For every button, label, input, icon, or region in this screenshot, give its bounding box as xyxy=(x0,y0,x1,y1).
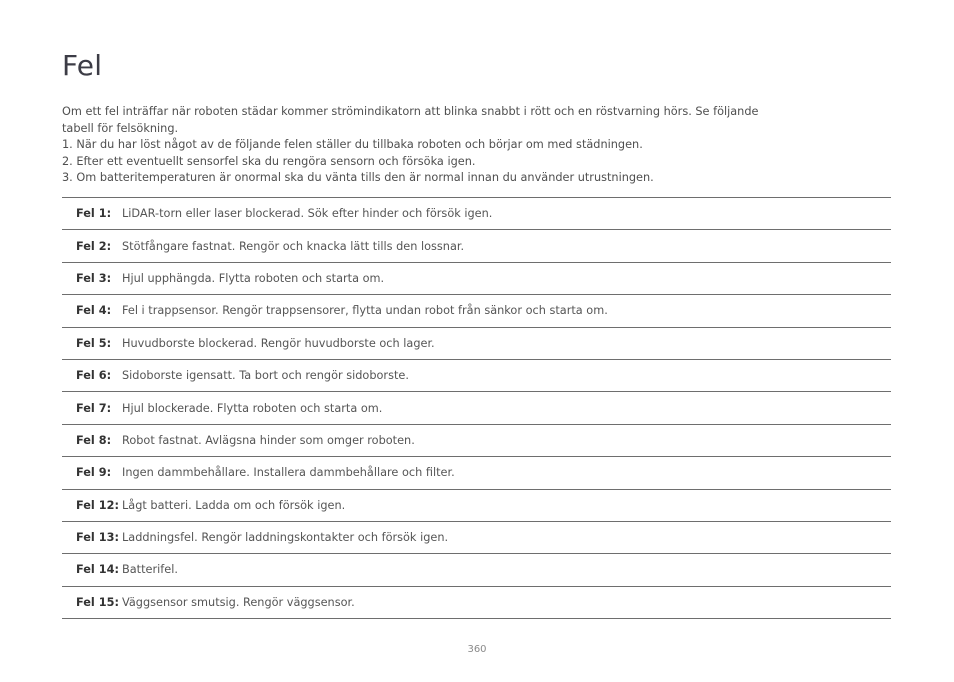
error-code: Fel 1: xyxy=(76,207,112,221)
error-code: Fel 3: xyxy=(76,271,112,285)
error-code: Fel 6: xyxy=(76,369,112,383)
error-description: Ingen dammbehållare. Installera dammbehållare och filter. xyxy=(122,466,455,480)
error-description: Robot fastnat. Avlägsna hinder som omger roboten. xyxy=(122,433,415,447)
table-row xyxy=(62,490,891,522)
table-row xyxy=(62,522,891,554)
table-row xyxy=(62,392,891,424)
error-code: Fel 2: xyxy=(76,239,112,253)
page-number: 360 xyxy=(467,644,487,655)
error-description: Lågt batteri. Ladda om och försök igen. xyxy=(122,498,346,512)
table-row xyxy=(62,230,891,262)
error-description: Batterifel. xyxy=(122,563,178,577)
error-code: Fel 15: xyxy=(76,595,119,609)
table-row xyxy=(62,198,891,230)
error-code: Fel 9: xyxy=(76,466,112,480)
intro-step-2: 2. Efter ett eventuellt sensorfel ska du rengöra sensorn och försöka igen. xyxy=(62,154,476,168)
table-row xyxy=(62,295,891,327)
error-description: Fel i trappsensor. Rengör trappsensorer, flytta undan robot från sänkor och starta om. xyxy=(122,304,608,318)
error-code: Fel 14: xyxy=(76,563,119,577)
error-description: Sidoborste igensatt. Ta bort och rengör sidoborste. xyxy=(122,369,409,383)
table-row xyxy=(62,425,891,457)
error-description: Hjul upphängda. Flytta roboten och starta om. xyxy=(122,271,385,285)
error-code: Fel 7: xyxy=(76,401,112,415)
error-code: Fel 13: xyxy=(76,531,119,545)
error-code: Fel 8: xyxy=(76,433,112,447)
table-row xyxy=(62,360,891,392)
table-row xyxy=(62,263,891,295)
error-description: Huvudborste blockerad. Rengör huvudborste och lager. xyxy=(122,336,435,350)
error-code: Fel 5: xyxy=(76,336,112,350)
error-table xyxy=(62,197,891,619)
page-title: Fel xyxy=(62,49,103,82)
intro-step-3: 3. Om batteritemperaturen är onormal ska du vänta tills den är normal innan du använder utrustningen. xyxy=(62,171,654,184)
intro-step-1: 1. När du har löst något av de följande felen ställer du tillbaka roboten och börjar om med städningen. xyxy=(62,138,643,151)
intro-paragraph: Om ett fel inträffar när roboten städar kommer strömindikatorn att blinka snabbt i rött och en röstvarning hörs. Se följande tabell för felsökning. xyxy=(62,105,759,135)
table-row xyxy=(62,328,891,360)
error-description: LiDAR-torn eller laser blockerad. Sök efter hinder och försök igen. xyxy=(122,207,493,221)
error-description: Laddningsfel. Rengör laddningskontakter och försök igen. xyxy=(122,531,449,545)
error-code: Fel 4: xyxy=(76,304,112,318)
table-row xyxy=(62,457,891,489)
error-description: Hjul blockerade. Flytta roboten och starta om. xyxy=(122,401,383,415)
table-row xyxy=(62,554,891,586)
error-description: Stötfångare fastnat. Rengör och knacka lätt tills den lossnar. xyxy=(122,239,465,253)
error-code: Fel 12: xyxy=(76,498,119,512)
intro-text xyxy=(62,104,762,187)
error-description: Väggsensor smutsig. Rengör väggsensor. xyxy=(122,595,355,609)
table-row xyxy=(62,587,891,619)
